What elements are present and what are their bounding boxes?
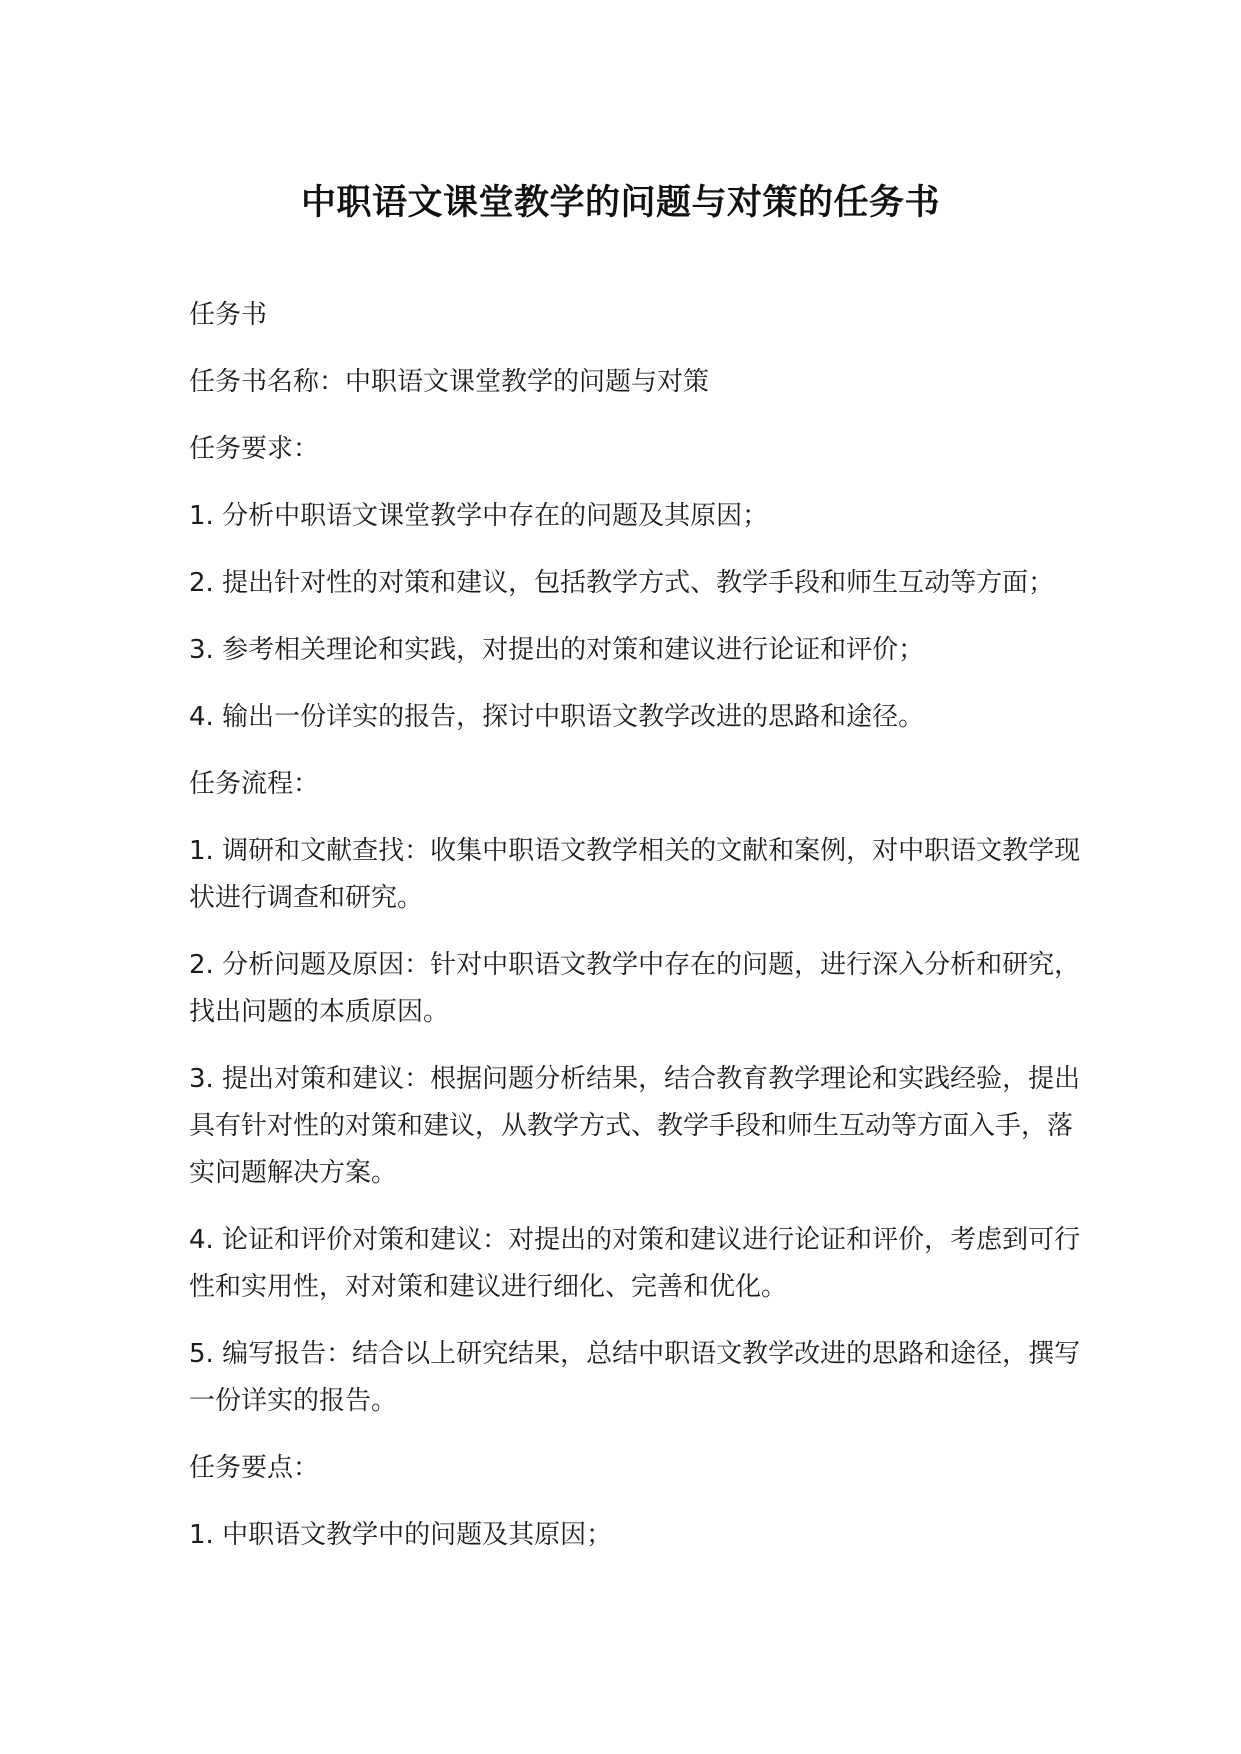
paragraph-process-heading: 任务流程： (189, 769, 320, 799)
paragraph-requirements-heading: 任务要求： (189, 434, 320, 464)
paragraph-process-5: 5. 编写报告：结合以上研究结果，总结中职语文教学改进的思路和途径，撰写一份详实的报告。 (189, 1339, 1081, 1416)
paragraph-keypoints-heading: 任务要点： (189, 1453, 320, 1483)
paragraph-requirement-3: 3. 参考相关理论和实践，对提出的对策和建议进行论证和评价； (189, 635, 925, 665)
paragraph-requirement-1: 1. 分析中职语文课堂教学中存在的问题及其原因； (189, 501, 769, 531)
paragraph-process-3: 3. 提出对策和建议：根据问题分析结果，结合教育教学理论和实践经验，提出具有针对性的对策和建议，从教学方式、教学手段和师生互动等方面入手，落实问题解决方案。 (189, 1064, 1081, 1188)
paragraph-requirement-2: 2. 提出针对性的对策和建议，包括教学方式、教学手段和师生互动等方面； (189, 568, 1055, 598)
document-title: 中职语文课堂教学的问题与对策的任务书 (300, 183, 940, 223)
paragraph-keypoint-1: 1. 中职语文教学中的问题及其原因； (189, 1520, 613, 1550)
paragraph-requirement-4: 4. 输出一份详实的报告，探讨中职语文教学改进的思路和途径。 (189, 702, 925, 732)
paragraph-heading-task: 任务书 (189, 300, 268, 330)
paragraph-process-1: 1. 调研和文献查找：收集中职语文教学相关的文献和案例，对中职语文教学现状进行调查和研究。 (189, 836, 1081, 913)
paragraph-task-name: 任务书名称：中职语文课堂教学的问题与对策 (189, 367, 710, 397)
document-body (189, 292, 1089, 1579)
paragraph-process-4: 4. 论证和评价对策和建议：对提出的对策和建议进行论证和评价，考虑到可行性和实用性，对对策和建议进行细化、完善和优化。 (189, 1225, 1081, 1302)
paragraph-process-2: 2. 分析问题及原因：针对中职语文教学中存在的问题，进行深入分析和研究，找出问题的本质原因。 (189, 950, 1081, 1027)
